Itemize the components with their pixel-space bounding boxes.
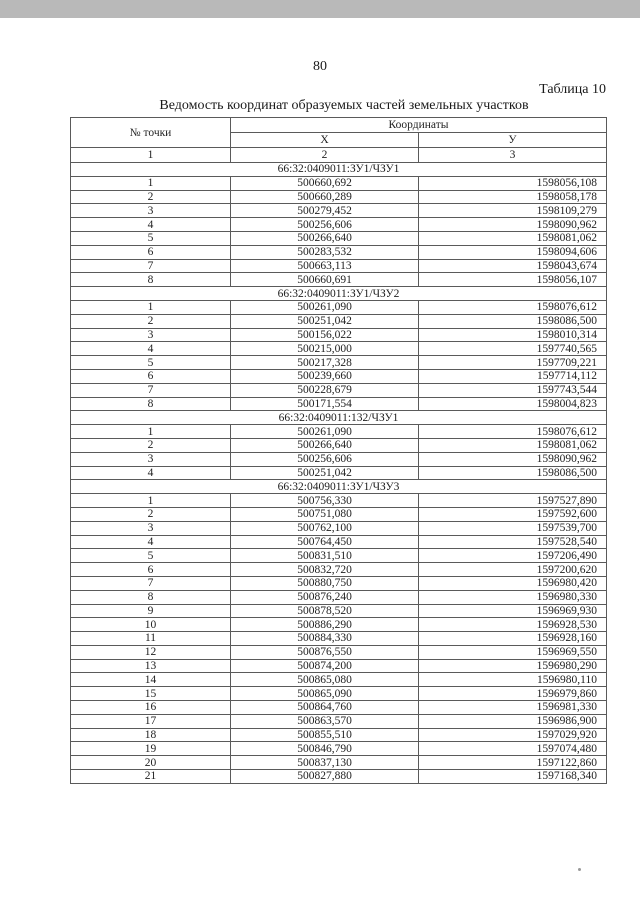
y-coordinate-cell: 1598090,962 — [419, 218, 607, 232]
y-coordinate-cell: 1598109,279 — [419, 204, 607, 218]
table-row — [71, 452, 607, 466]
scan-top-border — [0, 0, 640, 18]
x-coordinate-cell: 500279,452 — [231, 204, 419, 218]
y-coordinate-cell: 1597528,540 — [419, 535, 607, 549]
header-x: Х — [231, 133, 419, 148]
header-col1: 1 — [71, 148, 231, 163]
x-coordinate-cell: 500663,113 — [231, 259, 419, 273]
y-coordinate-cell: 1597592,600 — [419, 507, 607, 521]
point-number-cell: 1 — [71, 494, 231, 508]
table-row — [71, 645, 607, 659]
y-coordinate-cell: 1596980,290 — [419, 659, 607, 673]
table-row — [71, 314, 607, 328]
header-col2: 2 — [231, 148, 419, 163]
y-coordinate-cell: 1598043,674 — [419, 259, 607, 273]
point-number-cell: 20 — [71, 756, 231, 770]
table-row — [71, 342, 607, 356]
x-coordinate-cell: 500660,692 — [231, 176, 419, 190]
section-parcel-id: 66:32:0409011:ЗУ1/ЧЗУ2 — [71, 287, 607, 301]
point-number-cell: 11 — [71, 632, 231, 646]
x-coordinate-cell: 500660,691 — [231, 273, 419, 287]
table-row — [71, 756, 607, 770]
x-coordinate-cell: 500831,510 — [231, 549, 419, 563]
coordinates-table — [70, 117, 607, 784]
point-number-cell: 8 — [71, 590, 231, 604]
y-coordinate-cell: 1598086,500 — [419, 466, 607, 480]
table-row — [71, 397, 607, 411]
y-coordinate-cell: 1597074,480 — [419, 742, 607, 756]
y-coordinate-cell: 1596986,900 — [419, 714, 607, 728]
x-coordinate-cell: 500865,090 — [231, 687, 419, 701]
point-number-cell: 19 — [71, 742, 231, 756]
point-number-cell: 6 — [71, 369, 231, 383]
y-coordinate-cell: 1598076,612 — [419, 425, 607, 439]
table-row — [71, 494, 607, 508]
x-coordinate-cell: 500660,289 — [231, 190, 419, 204]
point-number-cell: 3 — [71, 204, 231, 218]
point-number-cell: 13 — [71, 659, 231, 673]
x-coordinate-cell: 500261,090 — [231, 300, 419, 314]
x-coordinate-cell: 500827,880 — [231, 770, 419, 784]
header-col3: 3 — [419, 148, 607, 163]
header-coordinates: Координаты — [231, 118, 607, 133]
point-number-cell: 1 — [71, 425, 231, 439]
x-coordinate-cell: 500228,679 — [231, 383, 419, 397]
point-number-cell: 7 — [71, 383, 231, 397]
table-title: Ведомость координат образуемых частей земельных участков — [159, 98, 529, 113]
table-row — [71, 425, 607, 439]
y-coordinate-cell: 1596928,160 — [419, 632, 607, 646]
y-coordinate-cell: 1596980,330 — [419, 590, 607, 604]
x-coordinate-cell: 500837,130 — [231, 756, 419, 770]
x-coordinate-cell: 500251,042 — [231, 314, 419, 328]
table-row — [71, 231, 607, 245]
y-coordinate-cell: 1598056,108 — [419, 176, 607, 190]
y-coordinate-cell: 1597122,860 — [419, 756, 607, 770]
y-coordinate-cell: 1596980,110 — [419, 673, 607, 687]
x-coordinate-cell: 500865,080 — [231, 673, 419, 687]
x-coordinate-cell: 500266,640 — [231, 231, 419, 245]
y-coordinate-cell: 1597200,620 — [419, 563, 607, 577]
point-number-cell: 1 — [71, 176, 231, 190]
point-number-cell: 17 — [71, 714, 231, 728]
table-row — [71, 604, 607, 618]
y-coordinate-cell: 1596928,530 — [419, 618, 607, 632]
x-coordinate-cell: 500251,042 — [231, 466, 419, 480]
point-number-cell: 18 — [71, 728, 231, 742]
x-coordinate-cell: 500261,090 — [231, 425, 419, 439]
x-coordinate-cell: 500864,760 — [231, 701, 419, 715]
y-coordinate-cell: 1597539,700 — [419, 521, 607, 535]
point-number-cell: 2 — [71, 507, 231, 521]
table-row — [71, 438, 607, 452]
x-coordinate-cell: 500171,554 — [231, 397, 419, 411]
point-number-cell: 7 — [71, 259, 231, 273]
table-body — [71, 163, 607, 784]
y-coordinate-cell: 1596969,930 — [419, 604, 607, 618]
point-number-cell: 4 — [71, 535, 231, 549]
x-coordinate-cell: 500880,750 — [231, 576, 419, 590]
y-coordinate-cell: 1597206,490 — [419, 549, 607, 563]
table-row — [71, 590, 607, 604]
x-coordinate-cell: 500876,240 — [231, 590, 419, 604]
y-coordinate-cell: 1596980,420 — [419, 576, 607, 590]
page-number: 80 — [313, 59, 327, 74]
point-number-cell: 4 — [71, 342, 231, 356]
table-row — [71, 328, 607, 342]
point-number-cell: 2 — [71, 190, 231, 204]
section-header-row — [71, 287, 607, 301]
x-coordinate-cell: 500217,328 — [231, 356, 419, 370]
table-row — [71, 535, 607, 549]
point-number-cell: 2 — [71, 438, 231, 452]
x-coordinate-cell: 500884,330 — [231, 632, 419, 646]
y-coordinate-cell: 1596979,860 — [419, 687, 607, 701]
x-coordinate-cell: 500215,000 — [231, 342, 419, 356]
y-coordinate-cell: 1598081,062 — [419, 231, 607, 245]
y-coordinate-cell: 1597743,544 — [419, 383, 607, 397]
section-parcel-id: 66:32:0409011:132/ЧЗУ1 — [71, 411, 607, 425]
point-number-cell: 9 — [71, 604, 231, 618]
point-number-cell: 3 — [71, 452, 231, 466]
section-parcel-id: 66:32:0409011:ЗУ1/ЧЗУ3 — [71, 480, 607, 494]
y-coordinate-cell: 1597740,565 — [419, 342, 607, 356]
table-row — [71, 356, 607, 370]
table-row — [71, 687, 607, 701]
x-coordinate-cell: 500762,100 — [231, 521, 419, 535]
x-coordinate-cell: 500256,606 — [231, 218, 419, 232]
x-coordinate-cell: 500751,080 — [231, 507, 419, 521]
point-number-cell: 3 — [71, 521, 231, 535]
x-coordinate-cell: 500266,640 — [231, 438, 419, 452]
header-row — [71, 118, 607, 133]
x-coordinate-cell: 500863,570 — [231, 714, 419, 728]
x-coordinate-cell: 500283,532 — [231, 245, 419, 259]
table-row — [71, 369, 607, 383]
y-coordinate-cell: 1598081,062 — [419, 438, 607, 452]
table-row — [71, 728, 607, 742]
y-coordinate-cell: 1597029,920 — [419, 728, 607, 742]
point-number-cell: 8 — [71, 273, 231, 287]
x-coordinate-cell: 500846,790 — [231, 742, 419, 756]
x-coordinate-cell: 500764,450 — [231, 535, 419, 549]
table-row — [71, 770, 607, 784]
x-coordinate-cell: 500876,550 — [231, 645, 419, 659]
point-number-cell: 5 — [71, 549, 231, 563]
point-number-cell: 3 — [71, 328, 231, 342]
table-row — [71, 204, 607, 218]
table-row — [71, 673, 607, 687]
section-parcel-id: 66:32:0409011:ЗУ1/ЧЗУ1 — [71, 163, 607, 177]
point-number-cell: 4 — [71, 218, 231, 232]
y-coordinate-cell: 1596981,330 — [419, 701, 607, 715]
table-row — [71, 300, 607, 314]
table-row — [71, 507, 607, 521]
y-coordinate-cell: 1598086,500 — [419, 314, 607, 328]
x-coordinate-cell: 500878,520 — [231, 604, 419, 618]
y-coordinate-cell: 1596969,550 — [419, 645, 607, 659]
point-number-cell: 6 — [71, 563, 231, 577]
section-header-row — [71, 480, 607, 494]
point-number-cell: 6 — [71, 245, 231, 259]
section-header-row — [71, 411, 607, 425]
x-coordinate-cell: 500886,290 — [231, 618, 419, 632]
point-number-cell: 2 — [71, 314, 231, 328]
y-coordinate-cell: 1598090,962 — [419, 452, 607, 466]
y-coordinate-cell: 1598076,612 — [419, 300, 607, 314]
y-coordinate-cell: 1598056,107 — [419, 273, 607, 287]
y-coordinate-cell: 1597527,890 — [419, 494, 607, 508]
x-coordinate-cell: 500832,720 — [231, 563, 419, 577]
y-coordinate-cell: 1597168,340 — [419, 770, 607, 784]
x-coordinate-cell: 500156,022 — [231, 328, 419, 342]
table-row — [71, 176, 607, 190]
table-label: Таблица 10 — [539, 82, 606, 97]
table-row — [71, 190, 607, 204]
table-row — [71, 466, 607, 480]
x-coordinate-cell: 500756,330 — [231, 494, 419, 508]
table-row — [71, 383, 607, 397]
header-y: У — [419, 133, 607, 148]
table-row — [71, 576, 607, 590]
section-header-row — [71, 163, 607, 177]
table-row — [71, 618, 607, 632]
point-number-cell: 14 — [71, 673, 231, 687]
point-number-cell: 5 — [71, 356, 231, 370]
table-row — [71, 632, 607, 646]
y-coordinate-cell: 1598058,178 — [419, 190, 607, 204]
point-number-cell: 16 — [71, 701, 231, 715]
x-coordinate-cell: 500874,200 — [231, 659, 419, 673]
point-number-cell: 21 — [71, 770, 231, 784]
x-coordinate-cell: 500256,606 — [231, 452, 419, 466]
header-column-numbers — [71, 148, 607, 163]
header-point-no: № точки — [71, 118, 231, 148]
point-number-cell: 8 — [71, 397, 231, 411]
x-coordinate-cell: 500855,510 — [231, 728, 419, 742]
y-coordinate-cell: 1597714,112 — [419, 369, 607, 383]
y-coordinate-cell: 1598010,314 — [419, 328, 607, 342]
table-row — [71, 273, 607, 287]
point-number-cell: 7 — [71, 576, 231, 590]
point-number-cell: 12 — [71, 645, 231, 659]
y-coordinate-cell: 1598094,606 — [419, 245, 607, 259]
x-coordinate-cell: 500239,660 — [231, 369, 419, 383]
point-number-cell: 1 — [71, 300, 231, 314]
table-row — [71, 701, 607, 715]
table-row — [71, 259, 607, 273]
point-number-cell: 10 — [71, 618, 231, 632]
table-row — [71, 659, 607, 673]
table-row — [71, 549, 607, 563]
table-row — [71, 742, 607, 756]
scan-speck — [578, 868, 581, 871]
table-row — [71, 563, 607, 577]
y-coordinate-cell: 1598004,823 — [419, 397, 607, 411]
point-number-cell: 4 — [71, 466, 231, 480]
point-number-cell: 5 — [71, 231, 231, 245]
point-number-cell: 15 — [71, 687, 231, 701]
y-coordinate-cell: 1597709,221 — [419, 356, 607, 370]
table-row — [71, 245, 607, 259]
table-row — [71, 714, 607, 728]
table-row — [71, 218, 607, 232]
table-row — [71, 521, 607, 535]
